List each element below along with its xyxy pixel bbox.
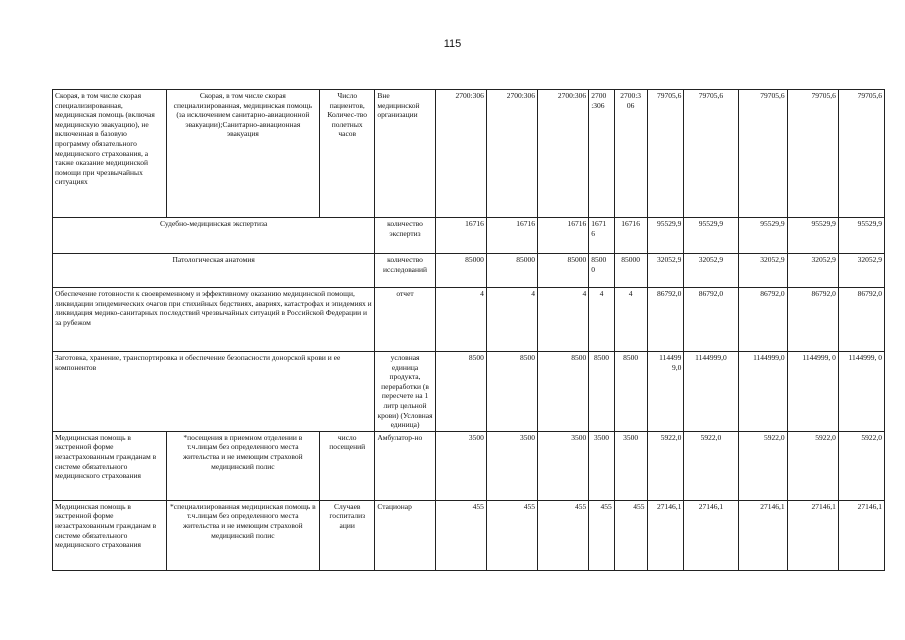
value-cell: 114499 9,0 xyxy=(647,352,684,432)
value-cell: 32052,9 xyxy=(684,254,738,288)
value-cell: 85000 xyxy=(614,254,647,288)
unit-cell: отчет xyxy=(375,288,435,352)
value-cell: 32052,9 xyxy=(738,254,787,288)
value-cell: 95529,9 xyxy=(738,218,787,254)
value-cell: 1144999,0 xyxy=(684,352,738,432)
service-name-cell: Обеспечение готовности к своевременному и эффективному оказанию медицинской помощи, ликвидации эпидемических очагов при стихийных бедствиях, авариях, катастрофах и эпидемиях и ликвидация медико-санитарных последствий чрезвычайных ситуаций в Российской Федерации и за рубежом xyxy=(53,288,375,352)
value-cell: 2700:306 xyxy=(435,90,486,218)
value-cell: 95529,9 xyxy=(838,218,884,254)
value-cell: 5922,0 xyxy=(684,431,738,500)
service-name-cell: Патологическая анатомия xyxy=(53,254,375,288)
value-cell: 3500 xyxy=(589,431,615,500)
service-detail-cell: *посещения в приемном отделении в т.ч.лицам без определенного места жительства и не имеющим страховой медицинский полис xyxy=(166,431,320,500)
services-table xyxy=(52,89,885,571)
value-cell: 86792,0 xyxy=(787,288,838,352)
value-cell: 1144999,0 xyxy=(738,352,787,432)
value-cell: 79705,6 xyxy=(738,90,787,218)
condition-cell: Вне медицинской организации xyxy=(375,90,435,218)
value-cell: 2700:306 xyxy=(486,90,537,218)
value-cell: 95529,9 xyxy=(647,218,684,254)
value-cell: 27146,1 xyxy=(684,500,738,570)
service-name-cell: Медицинская помощь в экстренной форме незастрахованным гражданам в системе обязательного медицинского страхования xyxy=(53,500,167,570)
table-row xyxy=(53,254,885,288)
value-cell: 455 xyxy=(589,500,615,570)
value-cell: 16716 xyxy=(435,218,486,254)
value-cell: 85000 xyxy=(538,254,589,288)
value-cell: 16716 xyxy=(486,218,537,254)
value-cell: 455 xyxy=(614,500,647,570)
value-cell: 27146,1 xyxy=(647,500,684,570)
value-cell: 8500 xyxy=(614,352,647,432)
value-cell: 3500 xyxy=(435,431,486,500)
value-cell: 79705,6 xyxy=(838,90,884,218)
value-cell: 4 xyxy=(435,288,486,352)
condition-cell: Стационар xyxy=(375,500,435,570)
value-cell: 5922,0 xyxy=(738,431,787,500)
unit-cell: количество исследований xyxy=(375,254,435,288)
value-cell: 455 xyxy=(435,500,486,570)
value-cell: 5922,0 xyxy=(647,431,684,500)
value-cell: 4 xyxy=(538,288,589,352)
unit-cell: Случаев госпитализ ации xyxy=(320,500,375,570)
value-cell: 8500 xyxy=(538,352,589,432)
value-cell: 3500 xyxy=(538,431,589,500)
value-cell: 85000 xyxy=(435,254,486,288)
value-cell: 32052,9 xyxy=(647,254,684,288)
value-cell: 1671 6 xyxy=(589,218,615,254)
value-cell: 27146,1 xyxy=(738,500,787,570)
value-cell: 4 xyxy=(589,288,615,352)
service-detail-cell: Скорая, в том числе скорая специализированная, медицинская помощь (за исключением санитарно-авиационной эвакуации);Санитарно-авиационная эвакуация xyxy=(166,90,320,218)
value-cell: 16716 xyxy=(538,218,589,254)
value-cell: 455 xyxy=(486,500,537,570)
service-detail-cell: *специализированная медицинская помощь в т.ч.лицам без определенного места жительства и не имеющим страховой медицинский полис xyxy=(166,500,320,570)
value-cell: 4 xyxy=(486,288,537,352)
value-cell: 8500 xyxy=(589,352,615,432)
value-cell: 95529,9 xyxy=(684,218,738,254)
value-cell: 27146,1 xyxy=(838,500,884,570)
service-name-cell: Судебно-медицинская экспертиза xyxy=(53,218,375,254)
value-cell: 79705,6 xyxy=(684,90,738,218)
value-cell: 86792,0 xyxy=(684,288,738,352)
value-cell: 8500 xyxy=(486,352,537,432)
value-cell: 27146,1 xyxy=(787,500,838,570)
value-cell: 3500 xyxy=(614,431,647,500)
value-cell: 85000 xyxy=(486,254,537,288)
table-row xyxy=(53,218,885,254)
value-cell: 86792,0 xyxy=(738,288,787,352)
service-name-cell: Заготовка, хранение, транспортировка и обеспечение безопасности донорской крови и ее компонентов xyxy=(53,352,375,432)
table-row xyxy=(53,431,885,500)
value-cell: 455 xyxy=(538,500,589,570)
value-cell: 16716 xyxy=(614,218,647,254)
value-cell: 32052,9 xyxy=(787,254,838,288)
unit-cell: количество экспертиз xyxy=(375,218,435,254)
value-cell: 95529,9 xyxy=(787,218,838,254)
value-cell: 5922,0 xyxy=(787,431,838,500)
value-cell: 86792,0 xyxy=(647,288,684,352)
value-cell: 79705,6 xyxy=(787,90,838,218)
value-cell: 5922,0 xyxy=(838,431,884,500)
value-cell: 3500 xyxy=(486,431,537,500)
unit-cell: число посещений xyxy=(320,431,375,500)
table-row xyxy=(53,500,885,570)
value-cell: 86792,0 xyxy=(838,288,884,352)
table-row xyxy=(53,288,885,352)
value-cell: 1144999, 0 xyxy=(838,352,884,432)
unit-cell: Число пациентов, Количес-тво полетных часов xyxy=(320,90,375,218)
condition-cell: Амбулатор-но xyxy=(375,431,435,500)
table-row xyxy=(53,90,885,218)
table-row xyxy=(53,352,885,432)
service-name-cell: Скорая, в том числе скорая специализированная, медицинская помощь (включая медицинскую эвакуацию), не включенная в базовую программу обязательного медицинского страхования, а также оказание медицинской помощи при чрезвычайных ситуациях xyxy=(53,90,167,218)
value-cell: 2700:306 xyxy=(538,90,589,218)
unit-cell: условная единица продукта, переработки (в пересчете на 1 литр цельной крови) (Условная единица) xyxy=(375,352,435,432)
value-cell: 1144999, 0 xyxy=(787,352,838,432)
value-cell: 8500 xyxy=(435,352,486,432)
value-cell: 2700 :306 xyxy=(589,90,615,218)
value-cell: 79705,6 xyxy=(647,90,684,218)
service-name-cell: Медицинская помощь в экстренной форме незастрахованным гражданам в системе обязательного медицинского страхования xyxy=(53,431,167,500)
value-cell: 2700:3 06 xyxy=(614,90,647,218)
value-cell: 4 xyxy=(614,288,647,352)
value-cell: 8500 0 xyxy=(589,254,615,288)
page-number: 115 xyxy=(443,38,462,50)
value-cell: 32052,9 xyxy=(838,254,884,288)
